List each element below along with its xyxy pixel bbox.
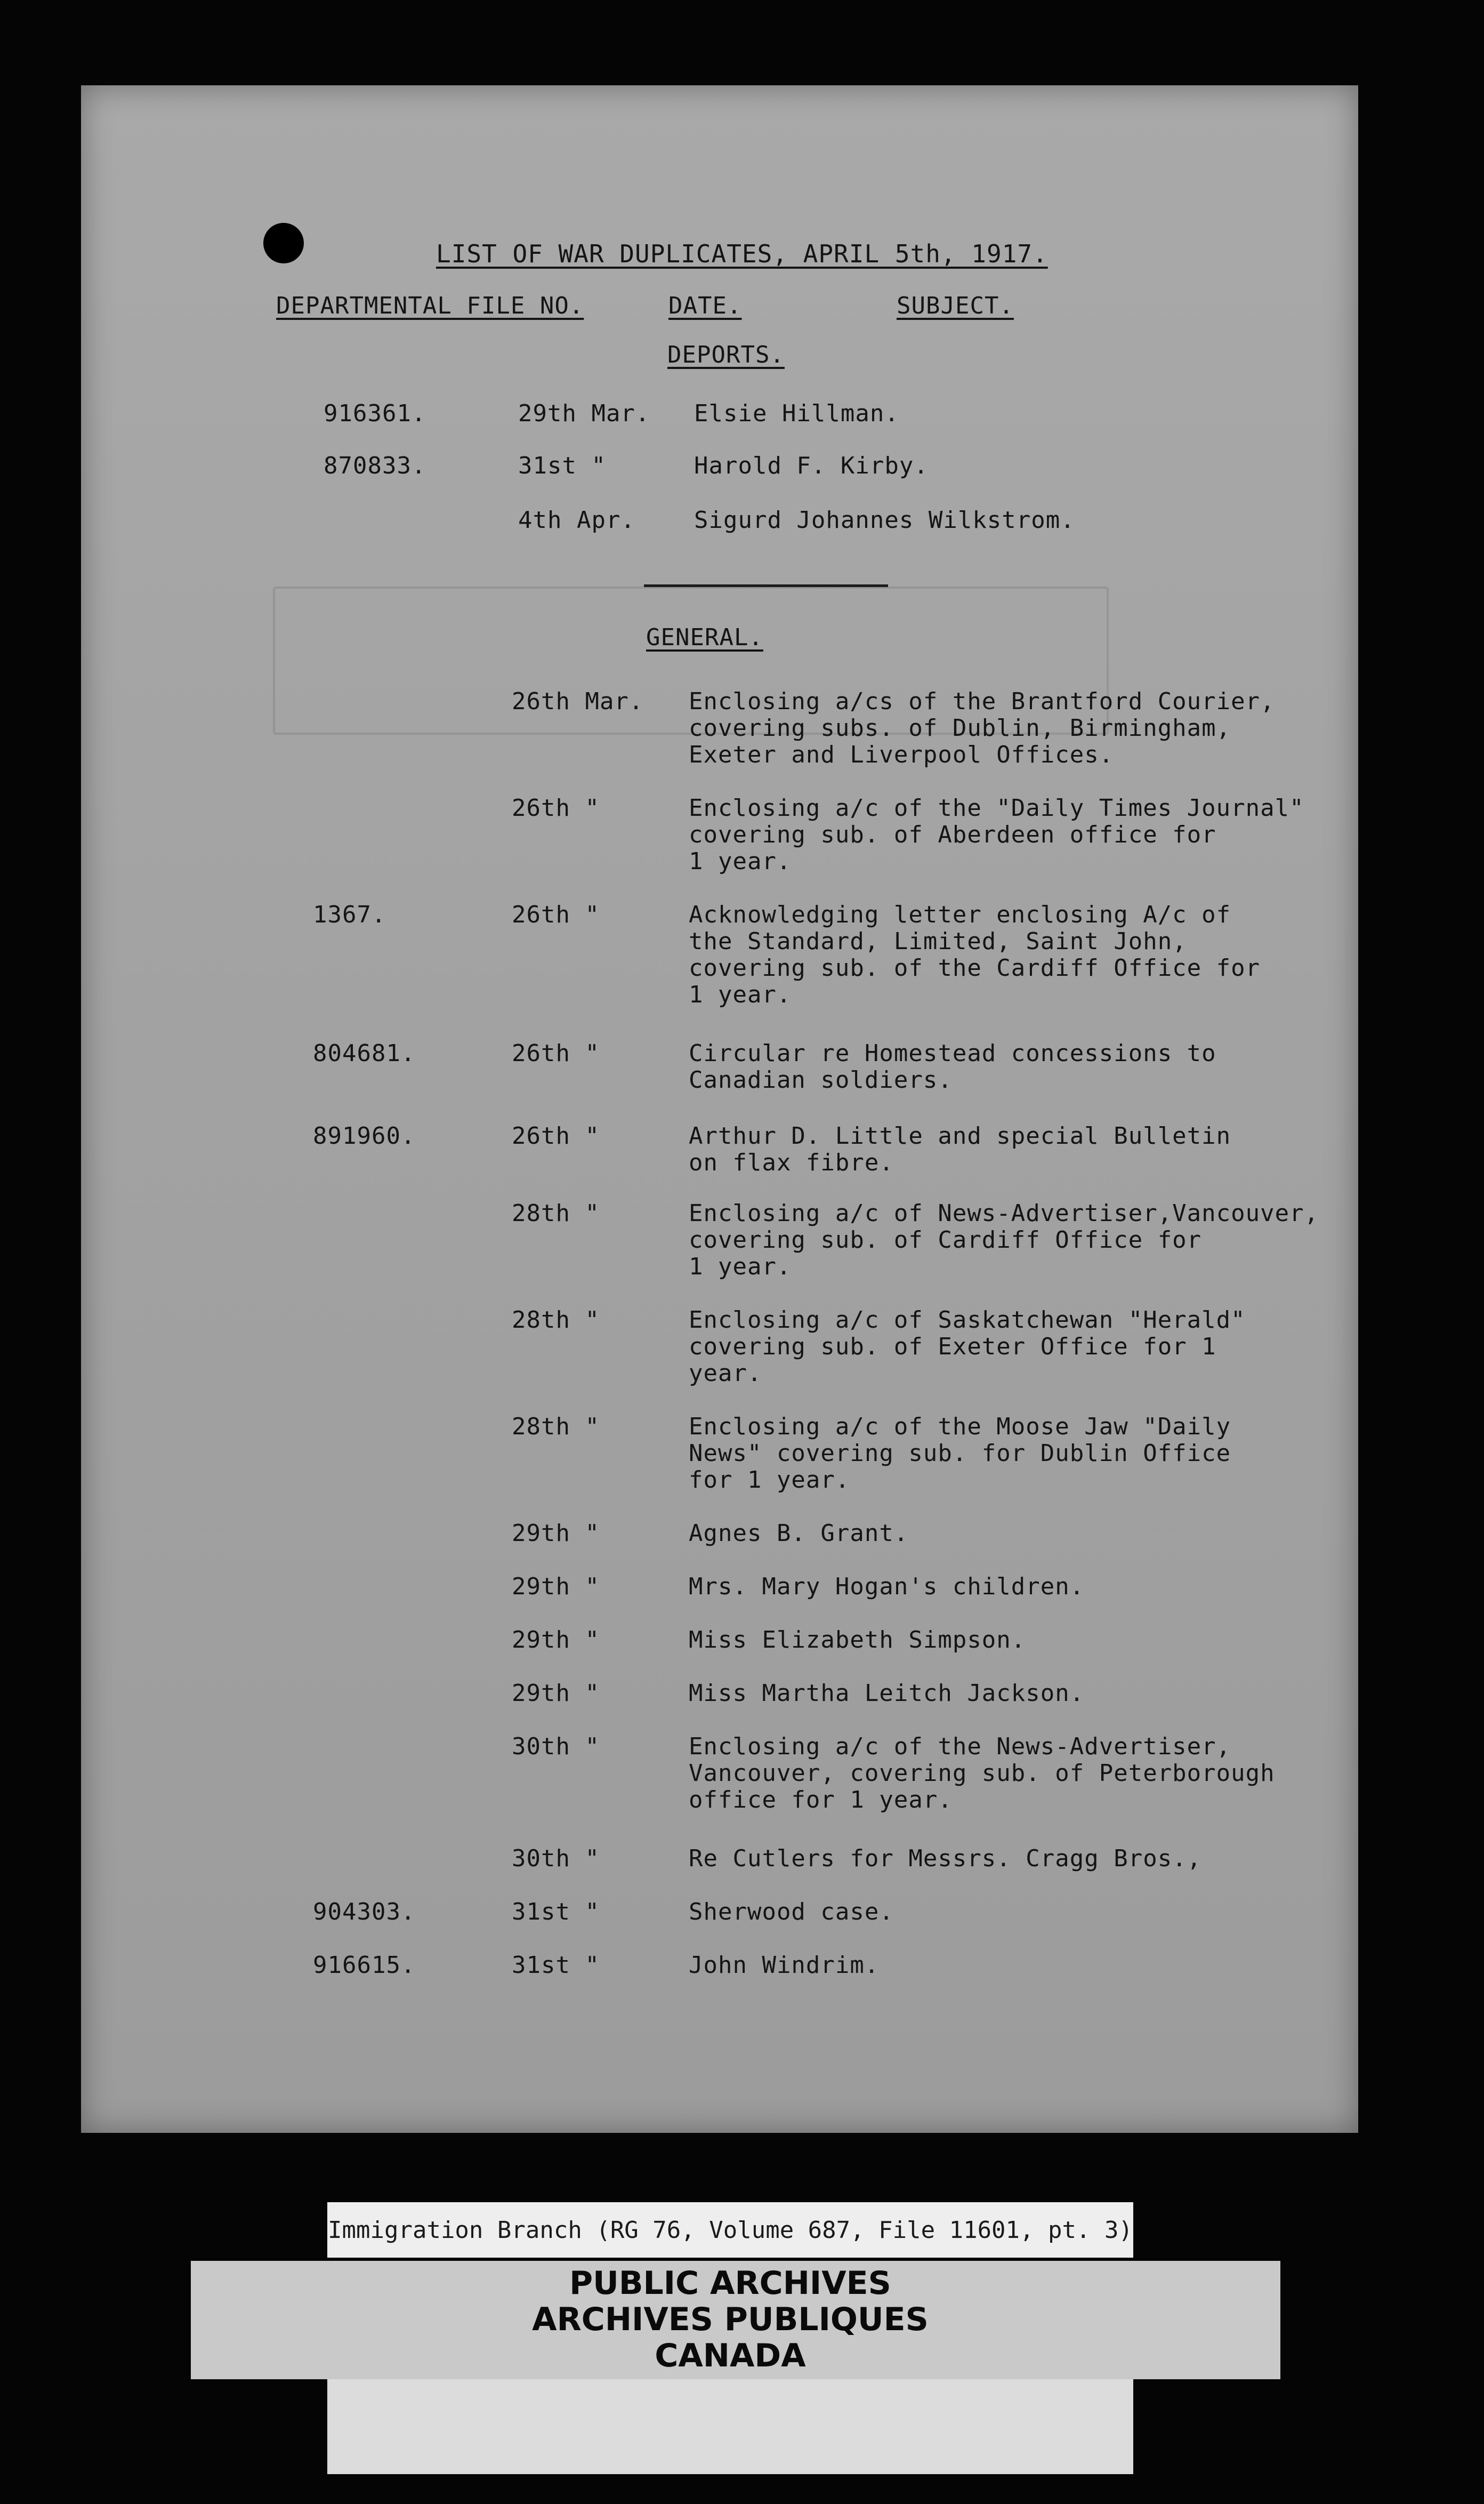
document-page <box>81 85 1358 2133</box>
entry-subject-line: Mrs. Mary Hogan's children. <box>689 1573 1085 1600</box>
entry-subject-line: Circular re Homestead concessions to <box>689 1040 1216 1067</box>
entry-date: 28th " <box>512 1306 600 1334</box>
entry-date: 30th " <box>512 1733 600 1760</box>
section-deports: DEPORTS. <box>667 341 785 368</box>
entry-subject-line: Miss Martha Leitch Jackson. <box>689 1680 1085 1707</box>
header-file-no: DEPARTMENTAL FILE NO. <box>276 292 584 319</box>
archive-stamp <box>327 2265 1133 2374</box>
entry-subject-line: office for 1 year. <box>689 1786 953 1813</box>
entry-subject-line: Arthur D. Little and special Bulletin <box>689 1122 1231 1150</box>
entry-date: 26th " <box>512 794 600 822</box>
entry-subject-line: John Windrim. <box>689 1952 880 1979</box>
entry-subject-line: Enclosing a/c of the News-Advertiser, <box>689 1733 1231 1760</box>
archive-stamp-line: CANADA <box>655 2337 806 2374</box>
entry-subject-line: Vancouver, covering sub. of Peterborough <box>689 1760 1275 1787</box>
punch-hole <box>263 223 304 263</box>
file-number: 916361. <box>324 400 426 427</box>
file-number: 891960. <box>313 1122 416 1150</box>
entry-date: 26th " <box>512 1040 600 1067</box>
header-subject: SUBJECT. <box>897 292 1014 319</box>
entry-subject-line: Re Cutlers for Messrs. Cragg Bros., <box>689 1845 1202 1872</box>
entry-date: 26th " <box>512 901 600 928</box>
entry-subject-line: Enclosing a/cs of the Brantford Courier, <box>689 688 1275 715</box>
entry-subject-line: Agnes B. Grant. <box>689 1520 909 1547</box>
entry-date: 29th " <box>512 1573 600 1600</box>
entry-date: 30th " <box>512 1845 600 1872</box>
page-title: LIST OF WAR DUPLICATES, APRIL 5th, 1917. <box>436 239 1048 268</box>
entry-date: 29th Mar. <box>518 400 650 427</box>
entry-date: 28th " <box>512 1200 600 1227</box>
entry-subject-line: 1 year. <box>689 848 792 875</box>
entry-date: 31st " <box>512 1952 600 1979</box>
entry-date: 4th Apr. <box>518 507 635 534</box>
file-number: 870833. <box>324 452 426 479</box>
entry-subject-line: News" covering sub. for Dublin Office <box>689 1440 1231 1467</box>
entry-date: 26th " <box>512 1122 600 1150</box>
entry-subject-line: Miss Elizabeth Simpson. <box>689 1626 1026 1654</box>
entry-subject-line: Enclosing a/c of the Moose Jaw "Daily <box>689 1413 1231 1440</box>
entry-subject-line: Sigurd Johannes Wilkstrom. <box>694 507 1075 534</box>
entry-subject-line: covering sub. of Cardiff Office for <box>689 1226 1202 1254</box>
entry-date: 29th " <box>512 1626 600 1654</box>
entry-subject-line: Acknowledging letter enclosing A/c of <box>689 901 1231 928</box>
entry-subject-line: Canadian soldiers. <box>689 1066 953 1094</box>
archive-stamp-line: PUBLIC ARCHIVES <box>569 2265 891 2302</box>
file-number: 1367. <box>313 901 386 928</box>
entry-date: 31st " <box>512 1898 600 1925</box>
entry-subject-line: Harold F. Kirby. <box>694 452 929 479</box>
file-number: 904303. <box>313 1898 416 1925</box>
entry-subject-line: for 1 year. <box>689 1466 850 1494</box>
entry-date: 28th " <box>512 1413 600 1440</box>
entry-date: 26th Mar. <box>512 688 644 715</box>
section-general: GENERAL. <box>646 624 763 651</box>
entry-date: 29th " <box>512 1680 600 1707</box>
entry-subject-line: Elsie Hillman. <box>694 400 899 427</box>
entry-subject-line: the Standard, Limited, Saint John, <box>689 928 1187 955</box>
entry-subject-line: covering sub. of Exeter Office for 1 <box>689 1333 1216 1360</box>
archive-stamp-line: ARCHIVES PUBLIQUES <box>532 2301 929 2338</box>
entry-date: 29th " <box>512 1520 600 1547</box>
entry-subject-line: Enclosing a/c of Saskatchewan "Herald" <box>689 1306 1246 1334</box>
file-number: 916615. <box>313 1952 416 1979</box>
divider <box>644 584 888 587</box>
archive-reference-label: Immigration Branch (RG 76, Volume 687, File 11601, pt. 3) <box>327 2202 1133 2258</box>
entry-subject-line: on flax fibre. <box>689 1149 894 1176</box>
file-number: 804681. <box>313 1040 416 1067</box>
entry-subject-line: covering sub. of Aberdeen office for <box>689 821 1216 848</box>
entry-subject-line: Exeter and Liverpool Offices. <box>689 741 1114 768</box>
entry-subject-line: year. <box>689 1360 762 1387</box>
entry-subject-line: Sherwood case. <box>689 1898 894 1925</box>
entry-subject-line: Enclosing a/c of News-Advertiser,Vancouver, <box>689 1200 1319 1227</box>
entry-subject-line: 1 year. <box>689 1253 792 1280</box>
entry-date: 31st " <box>518 452 606 479</box>
entry-subject-line: Enclosing a/c of the "Daily Times Journal" <box>689 794 1304 822</box>
entry-subject-line: 1 year. <box>689 981 792 1008</box>
entry-subject-line: covering sub. of the Cardiff Office for <box>689 954 1261 982</box>
entry-subject-line: covering subs. of Dublin, Birmingham, <box>689 715 1231 742</box>
header-date: DATE. <box>668 292 742 319</box>
